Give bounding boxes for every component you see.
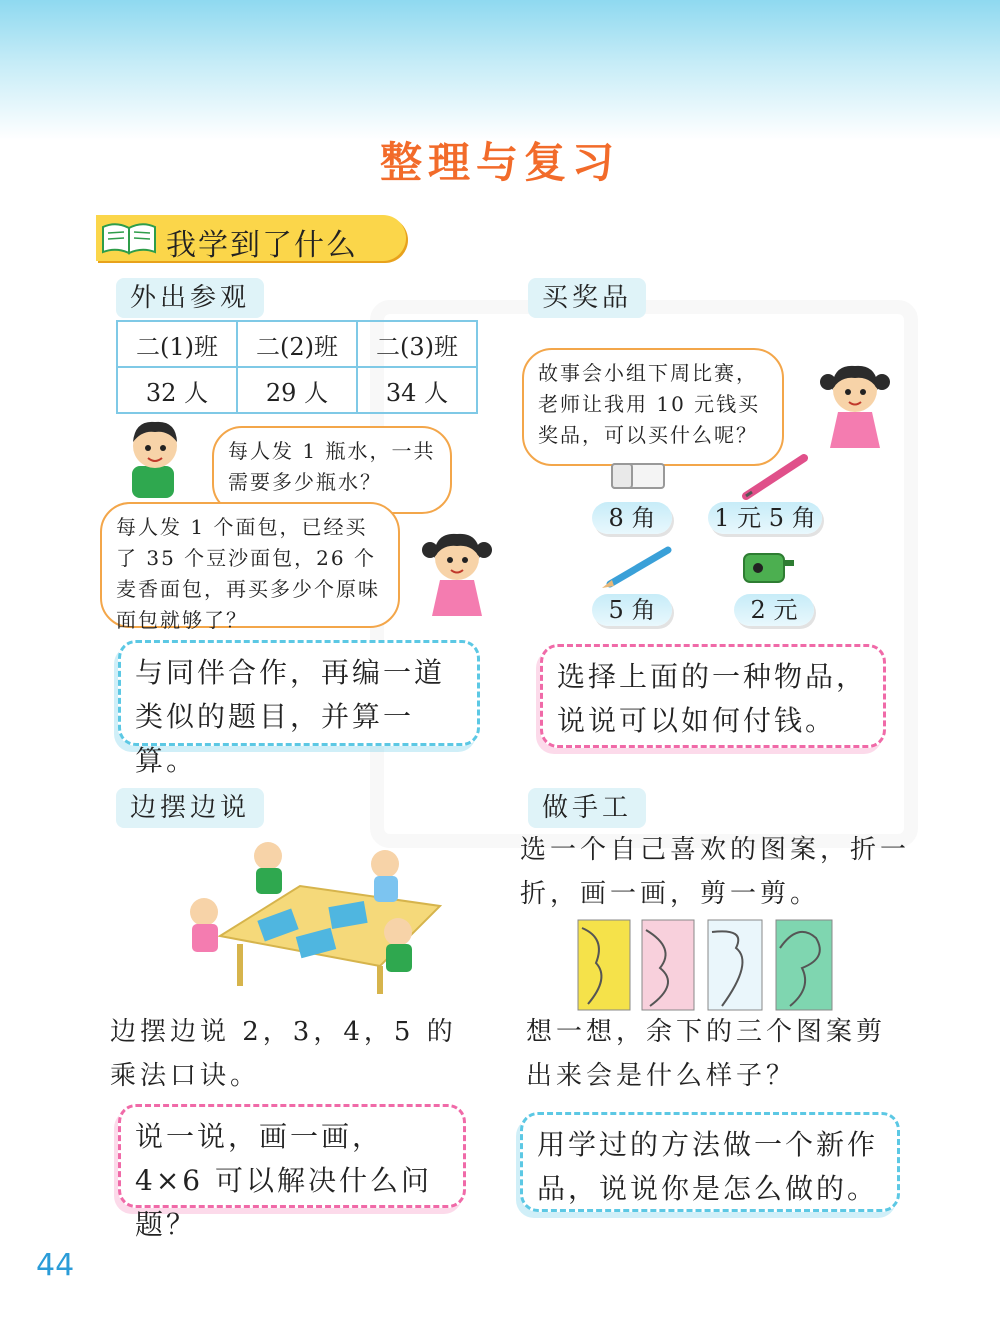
pencil-price: 5 角 [592, 594, 672, 626]
open-book-icon [100, 219, 158, 257]
page-number: 44 [36, 1248, 75, 1283]
eraser-icon [608, 458, 668, 494]
craft-text-question: 想一想，余下的三个图案剪出来会是什么样子？ [526, 1017, 887, 1091]
craft-text-instructions: 选一个自己喜欢的图案，折一折，画一画，剪一剪。 [520, 835, 911, 909]
pen-icon [740, 452, 810, 502]
sharpener-icon [738, 546, 798, 586]
pencil-icon [600, 544, 672, 590]
arrange-task-box: 说一说，画一画， 4×6 可以解决什么问题？ [118, 1104, 466, 1208]
table-row [117, 367, 477, 413]
sharpener-price: 2 元 [734, 594, 814, 626]
table-cell: 34 人 [357, 367, 477, 413]
page-title: 整理与复习 [379, 138, 620, 187]
girl-speech-bubble: 每人发 1 个面包，已经买了 35 个豆沙面包，26 个麦香面包，再买多少个原味面包就够了？ [100, 502, 400, 628]
craft-patterns-illustration [576, 918, 836, 1012]
pen-price: 1 元 5 角 [708, 502, 822, 534]
prize-task-box: 选择上面的一种物品，说说可以如何付钱。 [540, 644, 886, 748]
boy-illustration [110, 410, 200, 500]
girl-illustration [810, 352, 900, 452]
section-banner [96, 215, 406, 261]
eraser-price: 8 角 [592, 502, 672, 534]
craft-task-box: 用学过的方法做一个新作品，说说你是怎么做的。 [520, 1112, 900, 1212]
table-cell: 29 人 [237, 367, 357, 413]
table-header-row [117, 321, 477, 367]
table-header-cell: 二(3)班 [357, 321, 477, 367]
boy-speech-bubble: 每人发 1 瓶水，一共需要多少瓶水？ [212, 426, 452, 514]
prize-girl-speech-bubble: 故事会小组下周比赛，老师让我用 10 元钱买奖品，可以买什么呢？ [522, 348, 784, 466]
table-header-cell: 二(1)班 [117, 321, 237, 367]
arrange-heading: 边摆边说 [116, 788, 264, 828]
trip-heading: 外出参观 [116, 278, 264, 318]
section-title: 我学到了什么 [166, 228, 358, 263]
girl-illustration [412, 520, 502, 620]
top-gradient-band [0, 0, 1000, 140]
children-at-table-illustration [180, 836, 450, 996]
craft-heading: 做手工 [528, 788, 646, 828]
table-cell: 32 人 [117, 367, 237, 413]
arrange-text: 边摆边说 2，3，4，5 的乘法口诀。 [110, 1017, 457, 1091]
class-table [116, 320, 478, 414]
prize-heading: 买奖品 [528, 278, 646, 318]
table-header-cell: 二(2)班 [237, 321, 357, 367]
trip-task-box: 与同伴合作，再编一道类似的题目，并算一算。 [118, 640, 480, 746]
